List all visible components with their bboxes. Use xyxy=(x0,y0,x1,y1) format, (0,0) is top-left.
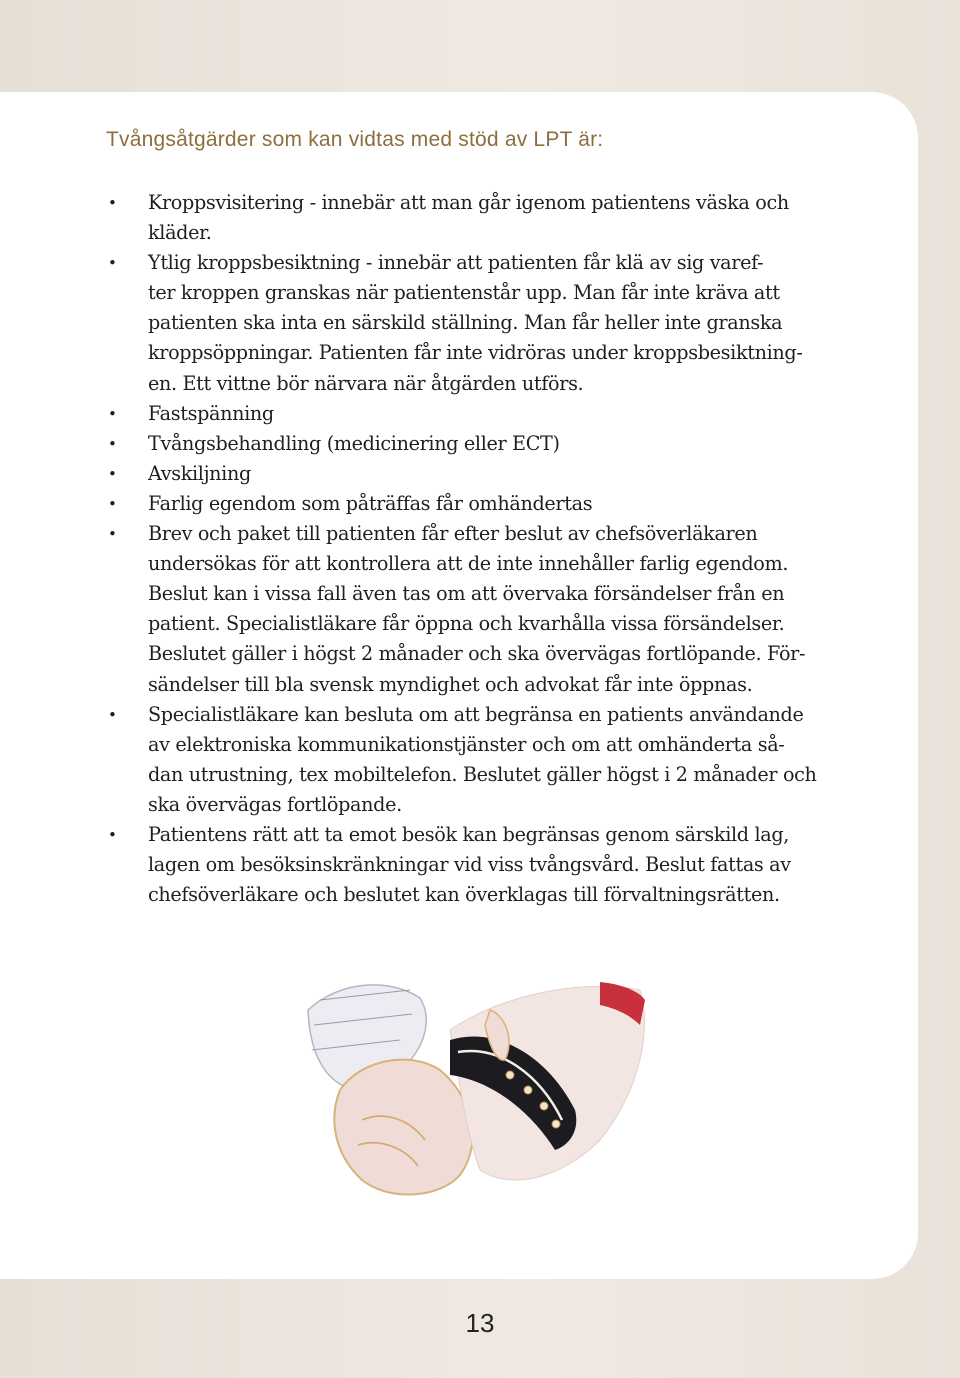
page-number: 13 xyxy=(465,1308,495,1338)
bullet-icon: • xyxy=(108,434,117,453)
list-item: • Tvångsbehandling (medicinering eller ECT) xyxy=(0,429,900,459)
bullet-icon: • xyxy=(108,525,117,544)
list-item: • Avskiljning xyxy=(0,459,900,489)
list-item: • Farlig egendom som påträffas får omhändertas xyxy=(0,489,900,519)
list-item: • Ytlig kroppsbesiktning - innebär att patienten får klä av sig varef- ter kroppen granskas när patientenstår upp. Man får inte kräva att patienten ska inta en särskild ställning. Man får heller inte granska kroppsöppningar. Patienten får inte vidröras under kroppsbesiktning- en. Ett vittne bör närvara när åtgärden utförs. xyxy=(0,248,900,398)
bullet-icon: • xyxy=(108,464,117,483)
hand-restraint-strap-illustration xyxy=(300,970,660,1220)
bullet-icon: • xyxy=(108,254,117,273)
bullet-icon: • xyxy=(108,705,117,724)
list-item: • Specialistläkare kan besluta om att begränsa en patients användande av elektroniska kommunikationstjänster och om att omhänderta så- dan utrustning, tex mobiltelefon. Beslutet gäller högst i 2 månader och ska övervägas fortlöpande. xyxy=(0,700,900,820)
bullet-icon: • xyxy=(108,494,117,513)
list-item: • Brev och paket till patienten får efter beslut av chefsöverläkaren undersökas för att kontrollera att de inte innehåller farlig egendom. Beslut kan i vissa fall även tas om att övervaka försändelser från en patient. Specialistläkare får öppna och kvarhålla vissa försändelser. Beslutet gäller i högst 2 månader och ska övervägas fortlöpande. För- sändelser till bla svensk myndighet och advokat får inte öppnas. xyxy=(0,519,900,700)
list-item: • Fastspänning xyxy=(0,399,900,429)
list-item: • Kroppsvisitering - innebär att man går igenom patientens väska och kläder. xyxy=(0,188,900,248)
list-item: • Patientens rätt att ta emot besök kan begränsas genom särskild lag, lagen om besöksinskränkningar vid viss tvångsvård. Beslut fattas av chefsöverläkare och beslutet kan överklagas till förvaltningsrätten. xyxy=(0,820,900,910)
bullet-icon: • xyxy=(108,825,117,844)
section-heading: Tvångsåtgärder som kan vidtas med stöd av LPT är: xyxy=(106,128,604,151)
measures-list xyxy=(0,188,900,910)
bullet-icon: • xyxy=(108,194,117,212)
bullet-icon: • xyxy=(108,404,117,423)
hand-shape xyxy=(334,1060,472,1195)
